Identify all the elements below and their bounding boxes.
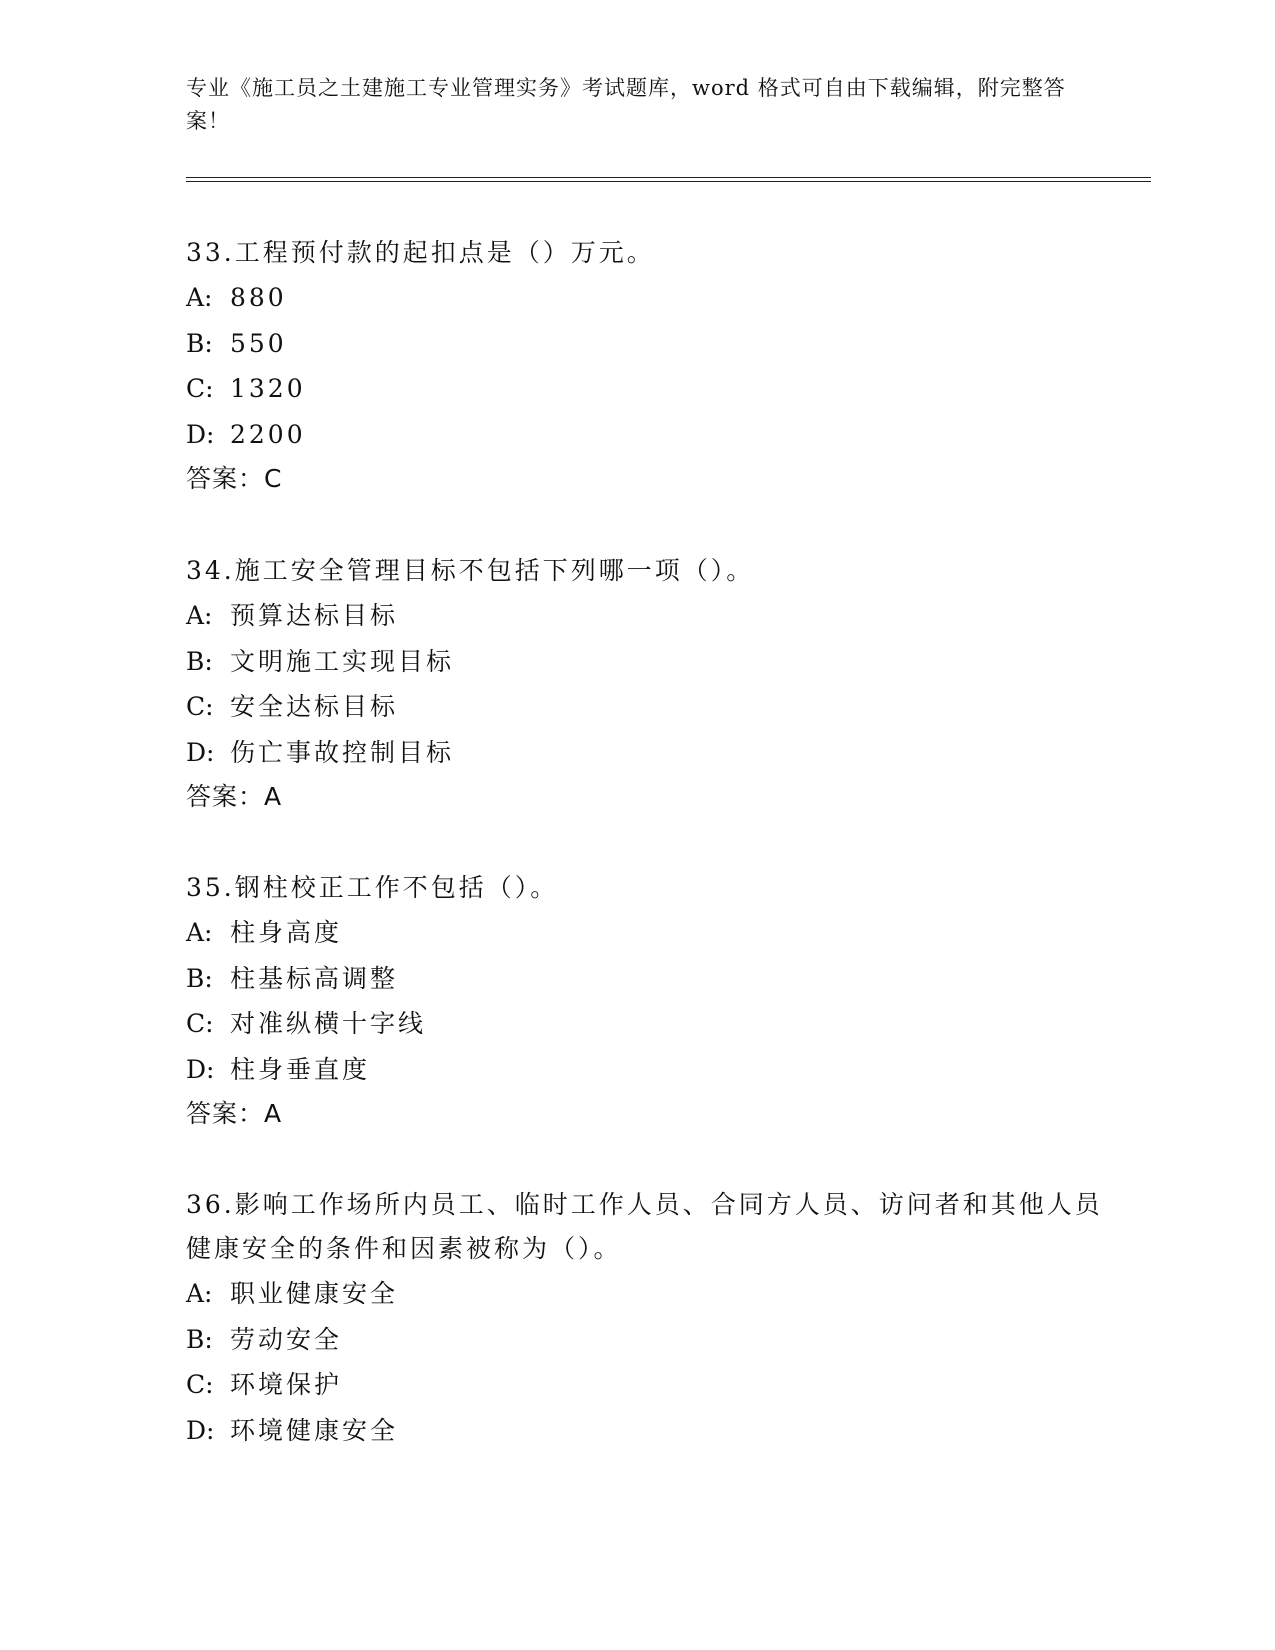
question-35	[186, 866, 1106, 1136]
option-text: 柱基标高调整	[230, 963, 399, 993]
option-text: 柱身高度	[230, 918, 343, 947]
option-label: D:	[186, 1054, 215, 1084]
option-label: B:	[186, 328, 213, 358]
option-text: 1320	[230, 374, 306, 403]
header-divider-top	[186, 177, 1151, 178]
question-34	[186, 549, 1106, 819]
option-label: A:	[186, 283, 213, 312]
option-b	[186, 321, 1106, 367]
option-text: 预算达标目标	[230, 601, 399, 630]
option-text: 环境保护	[230, 1370, 343, 1399]
option-text: 文明施工实现目标	[230, 646, 455, 676]
option-text: 880	[230, 283, 287, 312]
option-text: 对准纵横十字线	[230, 1009, 427, 1038]
option-a	[186, 275, 1106, 321]
option-label: D:	[186, 737, 215, 767]
question-stem: 34.施工安全管理目标不包括下列哪一项（）。	[186, 556, 755, 585]
option-label: B:	[186, 1324, 213, 1354]
option-text: 劳动安全	[230, 1324, 343, 1354]
option-label: A:	[186, 601, 213, 630]
option-a	[186, 910, 1106, 956]
option-label: B:	[186, 963, 213, 993]
option-d	[186, 1047, 1106, 1093]
option-label: C:	[186, 1009, 214, 1038]
option-text: 伤亡事故控制目标	[230, 737, 455, 767]
option-label: C:	[186, 1370, 214, 1399]
option-text: 环境健康安全	[230, 1415, 399, 1445]
option-a	[186, 1271, 1106, 1317]
option-c	[186, 366, 1106, 412]
document-header	[186, 72, 1086, 138]
question-33	[186, 231, 1106, 501]
option-text: 职业健康安全	[230, 1279, 399, 1308]
option-text: 安全达标目标	[230, 692, 399, 721]
option-c	[186, 684, 1106, 730]
option-label: D:	[186, 419, 215, 449]
option-label: C:	[186, 692, 214, 721]
question-stem: 33.工程预付款的起扣点是（）万元。	[186, 238, 655, 267]
option-b	[186, 1317, 1106, 1363]
question-stem: 36.影响工作场所内员工、临时工作人员、合同方人员、访问者和其他人员健康安全的条件和因素被称为（）。	[186, 1190, 1103, 1263]
answer-line: 答案：A	[186, 1099, 283, 1128]
header-text: 专业《施工员之土建施工专业管理实务》考试题库，word 格式可自由下载编辑，附完整答案！	[186, 76, 1066, 133]
option-label: B:	[186, 646, 213, 676]
option-text: 柱身垂直度	[230, 1054, 371, 1084]
answer-line: 答案：A	[186, 782, 283, 811]
option-text: 550	[230, 328, 287, 358]
question-stem: 35.钢柱校正工作不包括（）。	[186, 873, 559, 902]
option-label: C:	[186, 374, 214, 403]
option-c	[186, 1362, 1106, 1408]
option-d	[186, 412, 1106, 458]
option-label: A:	[186, 1279, 213, 1308]
option-b	[186, 639, 1106, 685]
option-c	[186, 1001, 1106, 1047]
option-label: A:	[186, 918, 213, 947]
option-text: 2200	[230, 419, 306, 449]
option-b	[186, 956, 1106, 1002]
option-label: D:	[186, 1415, 215, 1445]
option-a	[186, 593, 1106, 639]
option-d	[186, 1408, 1106, 1454]
option-d	[186, 730, 1106, 776]
header-divider-bottom	[186, 181, 1151, 182]
question-36	[186, 1183, 1106, 1453]
answer-line: 答案：C	[186, 464, 283, 493]
